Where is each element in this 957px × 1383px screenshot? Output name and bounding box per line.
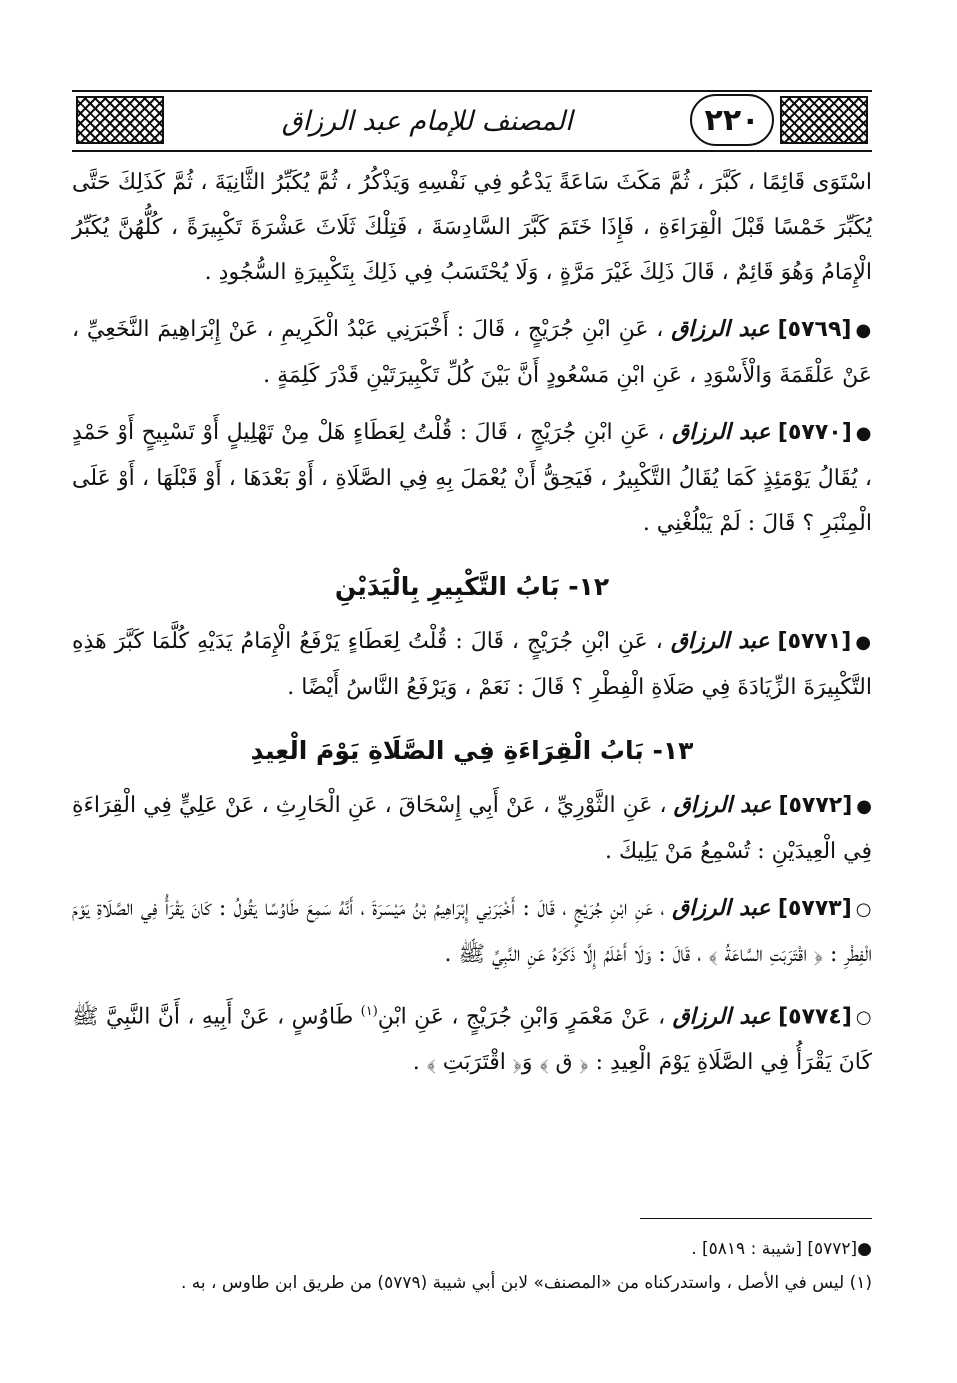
ornament-right-icon: [780, 96, 868, 144]
author-name: عبد الرزاق: [672, 419, 771, 445]
hadith-number: [٥٧٧٢]: [778, 793, 853, 818]
hadith-number: [٥٧٧٠]: [777, 420, 852, 445]
bullet-mark: ●: [855, 423, 873, 444]
hadith-text-before: ، عَنْ مَعْمَرٍ وَابْنِ جُرَيْجٍ ، عَنِ ابْنِ: [377, 1004, 666, 1030]
circle-mark: ○: [855, 899, 872, 920]
hadith-number: [٥٧٧١]: [777, 629, 852, 654]
author-name: عبد الرزاق: [671, 316, 770, 342]
running-title: المصنف للإمام عبد الرزاق: [281, 105, 573, 137]
author-name: عبد الرزاق: [672, 1003, 771, 1030]
footnote-divider: [640, 1218, 872, 1219]
page-number: ٢٢٠: [690, 94, 774, 146]
chapter-12-heading: ١٢- بَابُ التَّكْبِيرِ بِالْيَدَيْنِ: [334, 572, 610, 601]
page-header: [72, 90, 872, 156]
hadith-text: ، عَنِ ابْنِ جُرَيْجٍ ، قَالَ : أَخْبَرَنِي إِبْرَاهِيمُ بْنُ مَيْسَرَةَ ، أَنَّهُ سَمِعَ طَاوُسًا يَقُولُ : كَانَ يَقْرَأُ فِي الصَّلَاةِ يَوْمَ الْفِطْرِ : ﴿ اقْتَرَبَتِ السَّاعَةُ ﴾ ، قَالَ : وَلَا أَعْلَمُ إِلَّا ذَكَرَهُ عَنِ النَّبِيِّ ﷺ .: [72, 896, 872, 967]
bullet-mark: ●: [855, 632, 873, 653]
hadith-5769: [72, 307, 872, 398]
paragraph-continuation: اسْتَوَى قَائِمًا ، كَبَّرَ ، ثُمَّ مَكَثَ سَاعَةً يَدْعُو فِي نَفْسِهِ وَيَذْكُرُ ، ثُمَّ يُكَبِّرُ الثَّانِيَةَ ، ثُمَّ كَذَلِكَ حَتَّى يُكَبِّرَ خَمْسًا قَبْلَ الْقِرَاءَةِ ، فَإِذَا خَتَمَ كَبَّرَ السَّادِسَةَ ، فَتِلْكَ ثَلَاثَ عَشْرَةَ تَكْبِيرَةً ، كُلُّهُنَّ يُكَبِّرُ الْإِمَامُ وَهُوَ قَائِمٌ ، قَالَ ذَلِكَ غَيْرَ مَرَّةٍ ، وَلَا يُحْتَسَبُ فِي ذَلِكَ بِتَكْبِيرَةِ السُّجُودِ .: [72, 170, 872, 285]
footnotes: [72, 1232, 872, 1300]
body-text: [72, 160, 872, 1097]
hadith-number: [٥٧٧٤]: [778, 1004, 852, 1030]
hadith-text-after: طَاوُسٍ ، عَنْ أَبِيهِ ، أَنَّ النَّبِيَّ ﷺ كَانَ يَقْرَأُ فِي الصَّلَاةِ يَوْمَ الْعِيدِ : ﴿ ق ﴾ وَ﴿ اقْتَرَبَتِ ﴾ .: [72, 1004, 872, 1076]
ornament-left-icon: [76, 96, 164, 144]
hadith-number: [٥٧٦٩]: [777, 317, 852, 342]
circle-mark: ○: [855, 1007, 873, 1029]
bullet-mark: ●: [855, 320, 872, 341]
author-name: عبد الرزاق: [673, 792, 772, 818]
hadith-text: ، عَنِ ابْنِ جُرَيْجٍ ، قَالَ : أَخْبَرَنِي عَبْدُ الْكَرِيمِ ، عَنْ إِبْرَاهِيمَ النَّخَعِيِّ ، عَنْ عَلْقَمَةَ وَالْأَسْوَدِ ، عَنِ ابْنِ مَسْعُودٍ أَنَّ بَيْنَ كُلِّ تَكْبِيرَتَيْنِ قَدْرَ كَلِمَةٍ .: [72, 317, 872, 388]
chapter-13-heading: ١٣- بَابُ الْقِرَاءَةِ فِي الصَّلَاةِ يَوْمَ الْعِيدِ: [250, 736, 694, 765]
hadith-5772: [72, 783, 872, 874]
footnote-1: (١) ليس في الأصل ، واستدركناه من «المصنف» لابن أبي شيبة (٥٧٧٩) من طريق ابن طاوس ، به .: [180, 1273, 872, 1293]
author-name: عبد الرزاق: [670, 628, 770, 654]
hadith-text: ، عَنِ الثَّوْرِيِّ ، عَنْ أَبِي إِسْحَاقَ ، عَنِ الْحَارِثِ ، عَنْ عَلِيٍّ فِي الْقِرَاءَةِ فِي الْعِيدَيْنِ : تُسْمِعُ مَنْ يَلِيكَ .: [72, 793, 872, 864]
author-name: عبد الرزاق: [672, 895, 771, 921]
hadith-5770: [72, 410, 872, 546]
hadith-5771: [72, 619, 872, 710]
hadith-text: ، عَنِ ابْنِ جُرَيْجٍ ، قَالَ : قُلْتُ لِعَطَاءٍ هَلْ مِنْ تَهْلِيلٍ أَوْ تَسْبِيحٍ أَوْ حَمْدٍ ، يُقَالُ يَوْمَئِذٍ كَمَا يُقَالُ التَّكْبِيرُ ، فَيَحِقُّ أَنْ يُعْمَلَ بِهِ فِي الصَّلَاةِ ، أَوْ بَعْدَهَا ، أَوْ قَبْلَهَا ، أَوْ عَلَى الْمِنْبَرِ ؟ قَالَ : لَمْ يَبْلُغْنِي .: [72, 420, 872, 536]
hadith-number: [٥٧٧٣]: [777, 896, 852, 921]
hadith-text: ، عَنِ ابْنِ جُرَيْجٍ ، قَالَ : قُلْتُ لِعَطَاءٍ يَرْفَعُ الْإِمَامُ يَدَيْهِ كُلَّمَا كَبَّرَ هَذِهِ التَّكْبِيرَةَ الزِّيَادَةَ فِي صَلَاةِ الْفِطْرِ ؟ قَالَ : نَعَمْ ، وَيَرْفَعُ النَّاسُ أَيْضًا .: [72, 629, 872, 700]
bullet-mark: ●: [856, 796, 873, 817]
hadith-5773: [72, 886, 872, 977]
footnote-ref[interactable]: (١): [360, 1004, 378, 1019]
footnote-source: ●[٥٧٧٢] [شيبة : ٥٨١٩] .: [691, 1239, 872, 1259]
hadith-5774: [72, 989, 872, 1085]
